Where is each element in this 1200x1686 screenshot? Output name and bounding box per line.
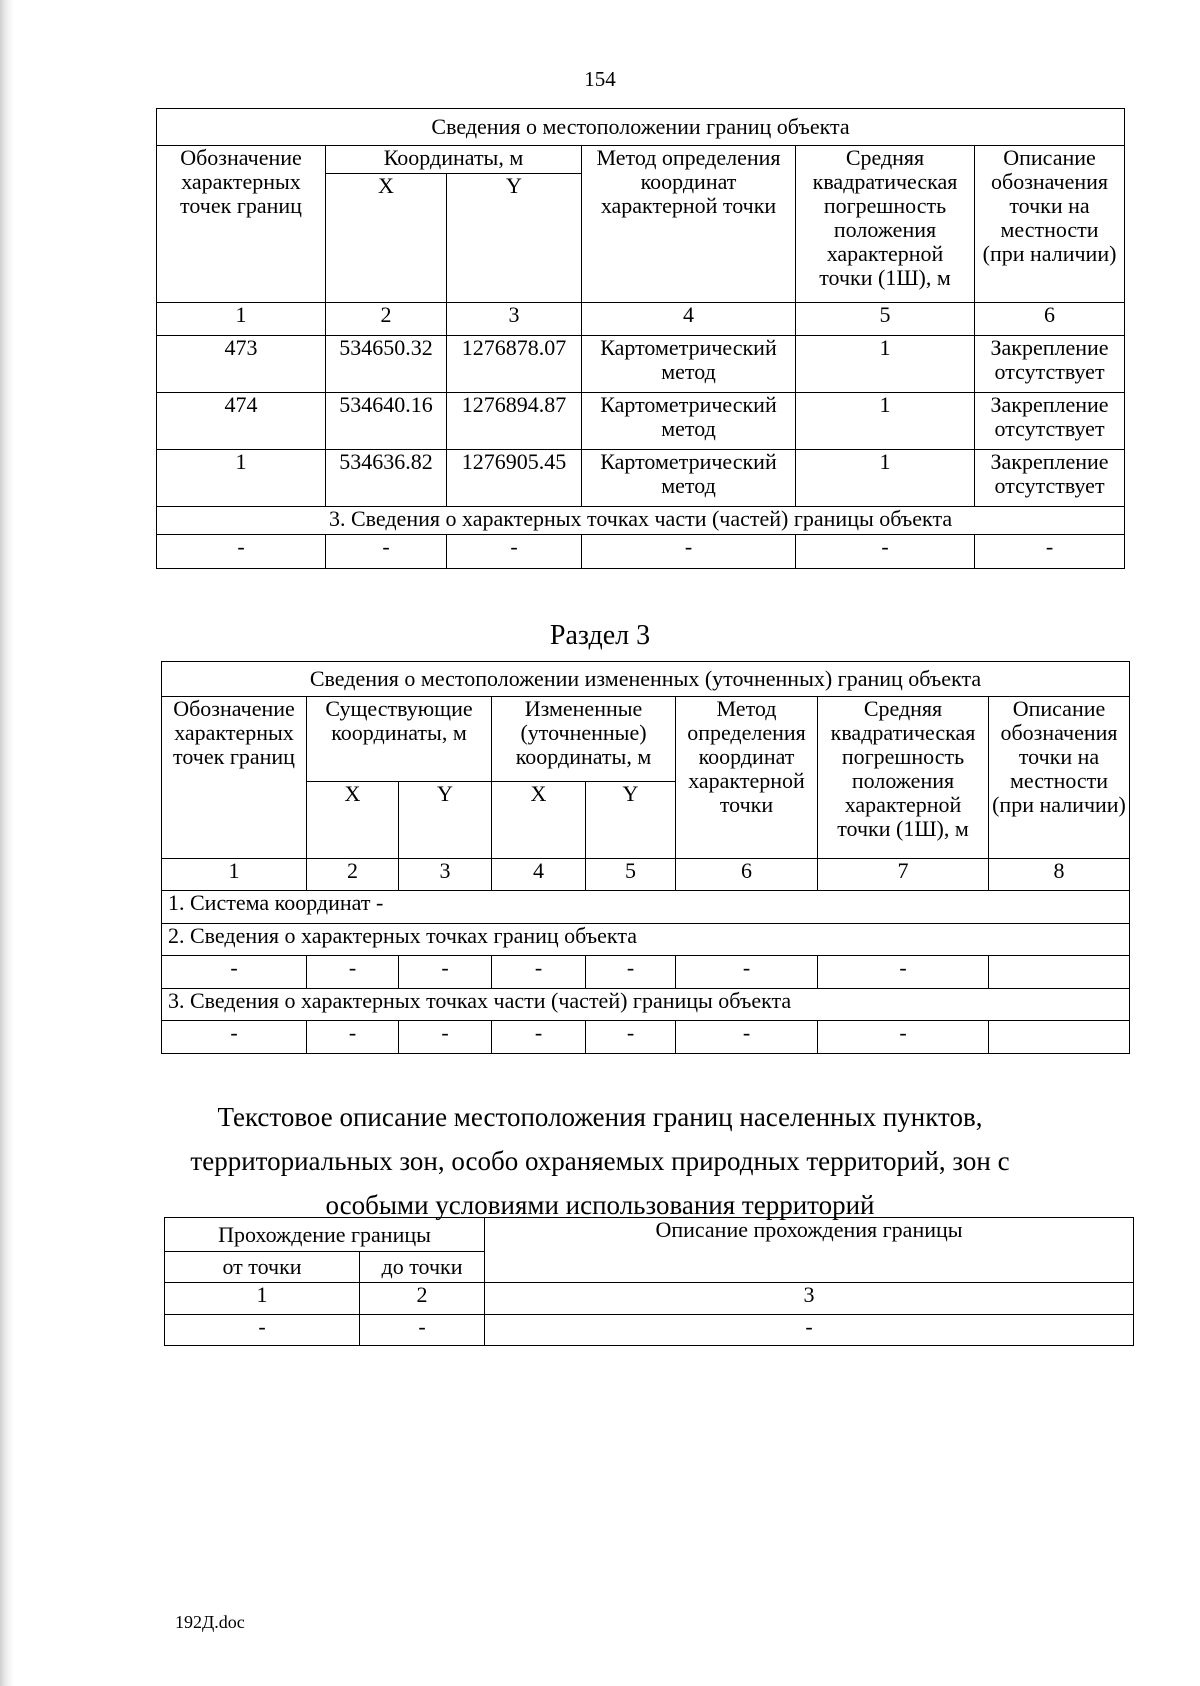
part-points-title: 3. Сведения о характерных точках части (частей) границы объекта [157,507,1125,535]
column-number: 4 [582,303,796,336]
header-x: X [307,782,399,859]
cell-empty [989,956,1130,989]
cell-description: Закрепление отсутствует [975,393,1125,450]
cell-dash: - [818,956,989,989]
column-number: 1 [157,303,326,336]
header-description: Описание обозначения точки на местности (при наличии) [975,146,1125,303]
cell-x: 534640.16 [326,393,447,450]
cell-dash: - [676,956,818,989]
cell-method: Картометрический метод [582,336,796,393]
text-description-title: Текстовое описание местоположения границ населенных пунктов, территориальных зон, особо охраняемых природных территорий, зон с особыми условиями использования территорий [190,1102,1010,1220]
boundary-points-table [156,108,1125,569]
cell-empty [989,1021,1130,1054]
changed-boundaries-table [161,661,1130,1054]
column-number: 2 [307,859,399,891]
cell-point: 474 [157,393,326,450]
cell-dash: - [307,1021,399,1054]
header-designation: Обозначение характерных точек границ [162,697,307,859]
cell-point: 1 [157,450,326,507]
column-number: 1 [165,1283,360,1315]
cell-dash: - [162,956,307,989]
cell-description: Закрепление отсутствует [975,450,1125,507]
cell-dash: - [492,1021,586,1054]
cell-dash: - [676,1021,818,1054]
cell-error: 1 [796,336,975,393]
document-filename: 192Д.doc [175,1612,245,1632]
table-row [162,956,1130,989]
header-method: Метод определения координат характерной точки [582,146,796,303]
table-row [157,336,1125,393]
table-row [162,1021,1130,1054]
cell-dash: - [586,956,676,989]
part-points-title: 3. Сведения о характерных точках части (частей) границы объекта [162,989,1130,1021]
column-number: 5 [586,859,676,891]
cell-dash: - [326,535,447,569]
coordinate-system: 1. Система координат - [162,891,1130,924]
column-number: 6 [676,859,818,891]
table-title: Сведения о местоположении измененных (уточненных) границ объекта [162,662,1130,697]
scan-edge-shadow [0,0,14,1686]
column-number: 8 [989,859,1130,891]
column-number: 7 [818,859,989,891]
column-number: 2 [360,1283,485,1315]
table-row [165,1315,1134,1346]
column-number: 5 [796,303,975,336]
column-number: 2 [326,303,447,336]
header-y: Y [399,782,492,859]
cell-dash: - [586,1021,676,1054]
cell-dash: - [582,535,796,569]
column-number: 1 [162,859,307,891]
cell-dash: - [399,1021,492,1054]
column-number: 3 [399,859,492,891]
table-row [157,535,1125,569]
cell-dash: - [157,535,326,569]
cell-dash: - [485,1315,1134,1346]
header-y: Y [586,782,676,859]
header-to-point: до точки [360,1252,485,1283]
cell-dash: - [447,535,582,569]
header-description: Описание обозначения точки на местности (при наличии) [989,697,1130,859]
cell-point: 473 [157,336,326,393]
section-heading: Раздел 3 [549,620,651,651]
header-x: X [492,782,586,859]
column-number: 6 [975,303,1125,336]
cell-error: 1 [796,450,975,507]
cell-dash: - [307,956,399,989]
cell-y: 1276905.45 [447,450,582,507]
column-number: 4 [492,859,586,891]
header-passage: Прохождение границы [165,1218,485,1252]
header-existing-coordinates: Существующие координаты, м [307,697,492,782]
cell-dash: - [818,1021,989,1054]
header-changed-coordinates: Измененные (уточненные) координаты, м [492,697,676,782]
table-row [157,393,1125,450]
cell-error: 1 [796,393,975,450]
cell-x: 534650.32 [326,336,447,393]
table-title: Сведения о местоположении границ объекта [157,109,1125,146]
column-number: 3 [447,303,582,336]
header-coordinates: Координаты, м [326,146,582,174]
cell-dash: - [399,956,492,989]
header-method: Метод определения координат характерной точки [676,697,818,859]
points-title: 2. Сведения о характерных точках границ объекта [162,924,1130,956]
cell-dash: - [492,956,586,989]
header-error: Средняя квадратическая погрешность положения характерной точки (1Ш), м [796,146,975,303]
header-passage-description: Описание прохождения границы [485,1218,1134,1283]
header-from-point: от точки [165,1252,360,1283]
header-designation: Обозначение характерных точек границ [157,146,326,303]
cell-dash: - [360,1315,485,1346]
cell-dash: - [975,535,1125,569]
cell-x: 534636.82 [326,450,447,507]
cell-dash: - [796,535,975,569]
header-error: Средняя квадратическая погрешность положения характерной точки (1Ш), м [818,697,989,859]
column-number: 3 [485,1283,1134,1315]
page-number: 154 [584,67,616,91]
cell-y: 1276894.87 [447,393,582,450]
header-y: Y [447,174,582,303]
boundary-description-table [164,1217,1134,1346]
cell-description: Закрепление отсутствует [975,336,1125,393]
table-row [157,450,1125,507]
cell-dash: - [165,1315,360,1346]
cell-method: Картометрический метод [582,450,796,507]
cell-dash: - [162,1021,307,1054]
cell-y: 1276878.07 [447,336,582,393]
cell-method: Картометрический метод [582,393,796,450]
header-x: X [326,174,447,303]
